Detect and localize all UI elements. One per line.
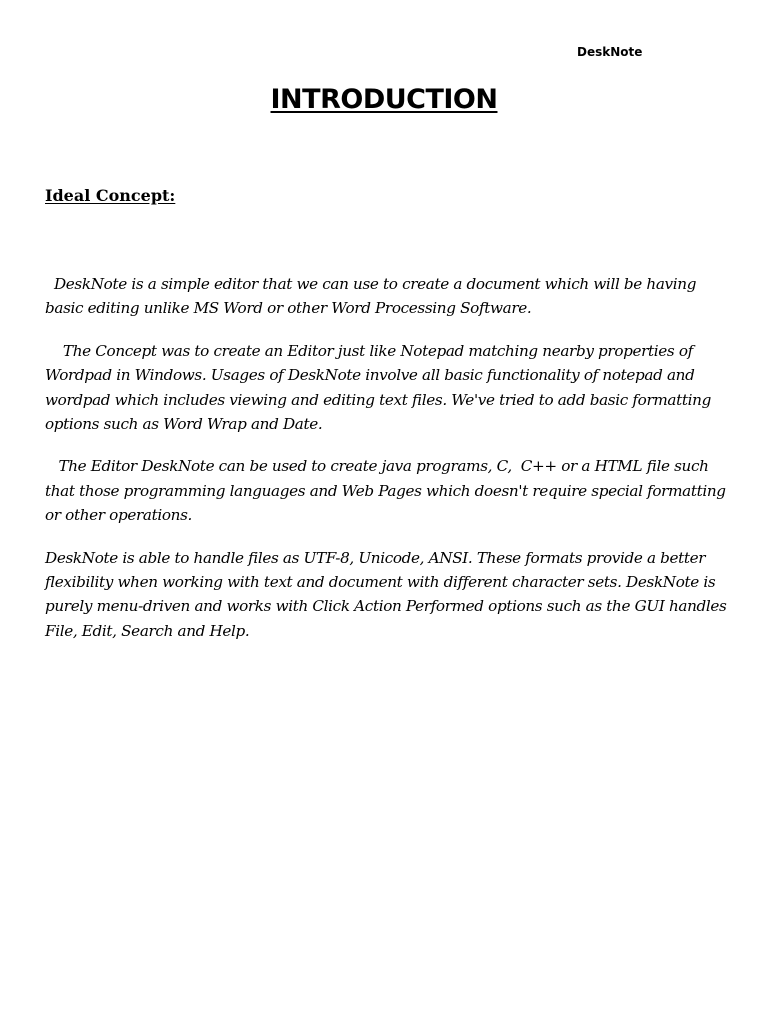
paragraph-3: The Editor DeskNote can be used to create java programs, C, C++ or a HTML file such that those programming languages and Web Pages which doesn't require special formatting or other operations. [45, 457, 731, 525]
page-title: INTRODUCTION [270, 84, 498, 115]
running-header: DeskNote [577, 45, 643, 59]
paragraph-1: DeskNote is a simple editor that we can use to create a document which will be having basic editing unlike MS Word or other Word Processing Software. [45, 275, 701, 318]
body-text [45, 272, 735, 661]
paragraph-2: The Concept was to create an Editor just like Notepad matching nearby properties of Wordpad in Windows. Usages of DeskNote involve all basic functionality of notepad and wordpad which includes viewing and editing text files. We've tried to add basic formatting options such as Word Wrap and Date. [45, 341, 716, 434]
paragraph-4: DeskNote is able to handle files as UTF-8, Unicode, ANSI. These formats provide a better flexibility when working with text and document with different character sets. DeskNote is purely menu-driven and works with Click Action Performed options such as the GUI handles File, Edit, Search and Help. [45, 548, 731, 640]
section-heading: Ideal Concept: [45, 186, 176, 205]
